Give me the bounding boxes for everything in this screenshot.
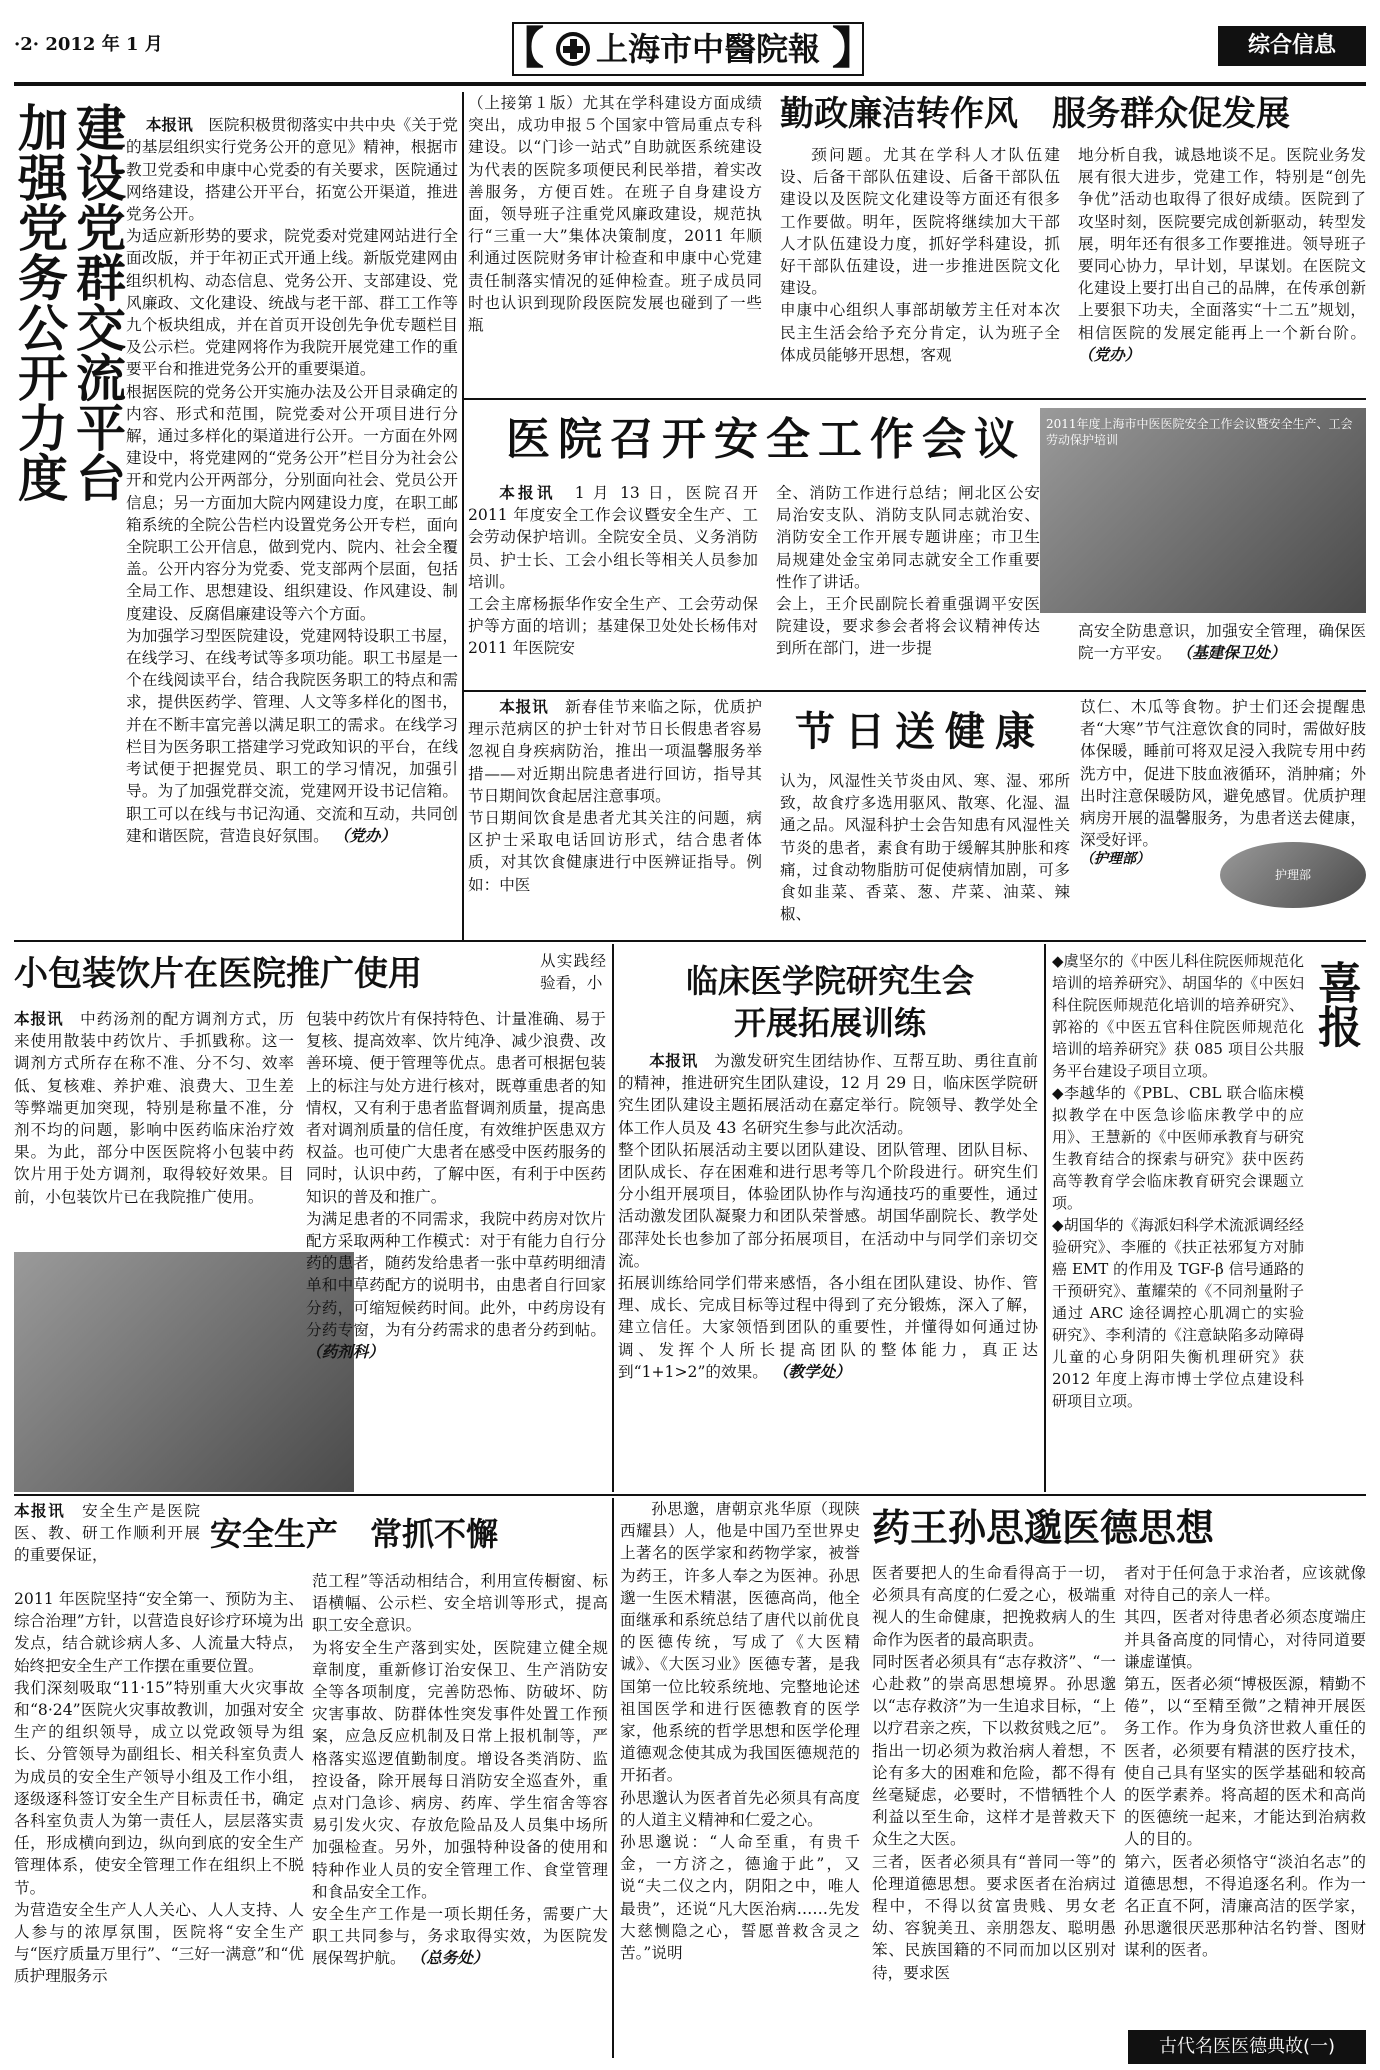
article-col: 高安全防患意识，加强安全管理，确保医院一方平安。 （基建保卫处） bbox=[1078, 622, 1366, 663]
article-col: 认为，风湿性关节炎由风、寒、湿、邪所致，故食疗多选用驱风、散寒、化湿、温通之品。风湿科护士会告知患有风湿性关节炎的患者，素食有助于缓解其肿胀和疼痛，过食动物脂肪可促使病情加剧，可多食如韭菜、香菜、葱、芹菜、油菜、辣椒、 bbox=[780, 772, 1070, 924]
article-body: 本报讯 为激发研究生团结协作、互帮互助、勇往直前的精神，推进研究生团队建设，12 月 29 日，临床医学院研究生团队建设主题拓展活动在嘉定举行。院领导、教学处全体工作人员及 43 名研究生参与此次活动。 整个团队拓展活动主要以团队建设、团队管理、团队目标、团队成长、存在困难和进行思考等几个阶段进行。研究生们分小组开展项目，体验团队协作与沟通技巧的重要性，通过活动激发团队凝聚力和团队荣誉感。胡国华副院长、教学处邵萍处长也参加了部分拓展项目，在活动中与同学们亲切交流。 拓展训练给同学们带来感悟，各小组在团队建设、协作、管理、成长、完成目标等过程中得到了充分锻炼，深入了解，建立信任。大家领悟到团队的重要性，并懂得如何通过协调、发挥个人所长提高团队的整体能力，真正达到“1+1>2”的效果。 （教学处） bbox=[618, 1051, 1038, 1381]
article-col: 2011 年医院坚持“安全第一、预防为主、综合治理”方针，以营造良好诊疗环境为出发点，结合就诊病人多、人流量大特点，始终把安全生产工作摆在重要位置。 我们深刻吸取“11·15”特别重大火灾事故和“8·24”医院火灾事故教训，加强对安全生产的组织领导，成立以党政领导为组长、分管领导为副组长、相关科室负责人为成员的安全生产领导小组及工作小组，逐级逐科签订安全生产目标责任书，确定各科室负责人为第一责任人，层层落实责任，形成横向到边，纵向到底的安全生产管理体系，使安全管理工作在组织上不脱节。 为营造安全生产人人关心、人人支持、人人参与的浓厚氛围，医院将“安全生产与“医疗质量万里行”、“三好一满意”和“优质护理服务示 bbox=[14, 1590, 304, 1986]
article-col: 本报讯 1 月 13 日，医院召开 2011 年度安全工作会议暨安全生产、工会劳动保护培训。全院安全员、义务消防员、护士长、工会小组长等相关人员参加培训。 工会主席杨振华作安全生产、工会劳动保护等方面的培训；基建保卫处处长杨伟对 2011 年医院安 bbox=[468, 483, 758, 658]
article-col: 包装中药饮片有保持特色、计量准确、易于复核、提高效率、饮片纯净、减少浪费、改善环境、便于管理等优点。患者可根据包装上的标注与处方进行核对，既尊重患者的知情权，又有利于患者监督调剂质量，提高患者对调剂质量的信任度，有效维护医患双方权益。也可使广大患者在感受中医药服务的同时，认识中药，了解中医，有利于中医药知识的普及和推广。 为满足患者的不同需求，我院中药房对饮片配方采取两种工作模式：对于有能力自行分药的患者，随药发给患者一张中草药明细清单和中草药配方的说明书，由患者自行回家分药，可缩短候药时间。此外，中药房设有分药专窗，为有分药需求的患者分药到帖。 （药剂科） bbox=[306, 1010, 606, 1362]
article-title: 建设党群交流平台 加强党务公开力度 bbox=[10, 102, 126, 502]
photo-caption: 2011年度上海市中医医院安全工作会议暨安全生产、工会劳动保护培训 bbox=[1046, 417, 1353, 447]
series-tag: 古代名医医德典故(一) bbox=[1128, 2030, 1366, 2064]
section-rule bbox=[462, 398, 1366, 400]
article-body: ◆虞坚尔的《中医儿科住院医师规范化培训的培养研究》、胡国华的《中医妇科住院医师规范化培训的培养研究》、郭裕的《中医五官科住院医师规范化培训的培养研究》获 085 项目公共服务平台建设子项目立项。 ◆李越华的《PBL、CBL 联合临床模拟教学在中医急诊临床教学中的应用》、王慧新的《中医师承教育与研究生教育结合的探索与研究》获中医药高等教育学会临床教育研究会课题立项。 ◆胡国华的《海派妇科学术流派调经经验研究》、李雁的《扶正祛邪复方对肺癌 EMT 的作用及 TGF-β 信号通路的干预研究》、董耀荣的《不同剂量附子通过 ARC 途径调控心肌凋亡的实验研究》、李利清的《注意缺陷多动障碍儿童的心身阴阳失衡机理研究》获 2012 年度上海市博士学位点建设科研项目立项。 bbox=[1052, 952, 1304, 1410]
section-rule bbox=[14, 1494, 1366, 1496]
article-col bbox=[1080, 848, 1218, 938]
article-title: 节日送健康 bbox=[795, 709, 1045, 755]
article-title: 勤政廉洁转作风 服务群众促发展 bbox=[780, 94, 1290, 134]
article-col: 苡仁、木瓜等食物。护士们还会提醒患者“大寒”节气注意饮食的同时，需做好肢体保暖，睡前可将双足浸入我院专用中药洗方中，促进下肢血液循环，消肿痛；外出时注意保暖防风，避免感冒。优质护理病房开展的温馨服务，为患者送去健康，深受好评。 bbox=[1080, 698, 1366, 850]
article-title: 喜报 bbox=[1310, 960, 1361, 1048]
masthead bbox=[500, 22, 876, 76]
article-col: 本报讯 中药汤剂的配方调剂方式，历来使用散装中药饮片、手抓戥称。这一调剂方式所存在称不准、分不匀、效率低、复核难、养护难、浪费大、卫生差等弊端更加突现，特别是称量不准，分剂不均的问题，影响中医药临床治疗效果。为此，部分中医医院将小包装中药饮片用于处方调剂，取得较好效果。目前，小包装饮片已在我院推广使用。 bbox=[14, 1009, 294, 1206]
article-col: 全、消防工作进行总结；闸北区公安局治安支队、消防支队同志就治安、消防安全工作开展专题讲座；市卫生局规建处金宝弟同志就安全工作重要性作了讲话。 会上，王介民副院长着重强调平安医院建设，要求参会者将会议精神传达到所在部门，进一步提 bbox=[776, 484, 1040, 658]
article-col: （上接第１版）尤其在学科建设方面成绩突出，成功申报５个国家中管局重点专科建设。以“门诊一站式”自助就医系统建设为代表的医院多项便民利民举措，着实改善服务，方便百姓。在班子自身建设方面，领导班子注重党风廉政建设，规范执行“三重一大”集体决策制度，2011 年顺利通过医院财务审计检查和申康中心党建责任制落实情况的延伸检查。班子成员同时也认识到现阶段医院发展也碰到了一些瓶 bbox=[468, 94, 762, 335]
section-rule bbox=[14, 940, 1366, 942]
page-date: ·2· 2012 年 1 月 bbox=[14, 34, 163, 55]
article-title: 小包装饮片在医院推广使用 bbox=[14, 954, 422, 994]
article-title: 临床医学院研究生会 开展拓展训练 bbox=[685, 962, 974, 1042]
column-rule bbox=[612, 944, 614, 1492]
signature: （护理部） bbox=[1080, 851, 1150, 867]
hospital-logo-icon bbox=[556, 32, 590, 66]
article-col: 地分析自我，诚恳地谈不足。医院业务发展有很大进步，党建工作，特别是“创先争优”活动也取得了很好成绩。医院到了攻坚时刻，医院要完成创新驱动，转型发展，明年还有很多工作要推进。领导班子要同心协力，早计划，早谋划。在医院文化建设上要打出自己的品牌，在传承创新上要狠下功夫，全面落实“十二五”规划，相信医院的发展定能再上一个新台阶。 （党办） bbox=[1078, 146, 1366, 364]
article-title: 安全生产 常抓不懈 bbox=[210, 1515, 499, 1553]
left-bracket: 【 bbox=[500, 23, 544, 74]
header-divider bbox=[14, 82, 1366, 86]
article-col: 孙思邈，唐朝京兆华原（现陕西耀县）人，他是中国乃至世界史上著名的医学家和药物学家，被誉为药王，许多人奉之为医神。孙思邈一生医术精湛，医德高尚，他全面继承和系统总结了唐代以前优良的医德传统，写成了《大医精诚》、《大医习业》医德专著，是我国第一位比较系统地、完整地论述祖国医学和进行医德教育的医学家，他系统的哲学思想和医学伦理道德观念使其成为我国医德规范的开拓者。 孙思邈认为医者首先必须具有高度的人道主义精神和仁爱之心。 孙思邈说：“人命至重，有贵千金，一方济之，德逾于此”，又说“夫二仪之内，阴阳之中，唯人最贵”，还说“凡大医治病……先发大慈恻隐之心，誓愿普救含灵之苦。”说明 bbox=[620, 1500, 860, 1963]
article-col: 者对于任何急于求治者，应该就像对待自己的亲人一样。 其四，医者对待患者必须态度端庄并具备高度的同情心，对待同道要谦虚谨慎。 第五，医者必须“博极医源，精勤不倦”，以“至精至微”之精神开展医务工作。作为身负济世救人重任的医者，必须要有精湛的医疗技术，使自己具有坚实的医学基础和较高的医学素养。将高超的医术和高尚的医德统一起来，才能达到治病救人的目的。 第六，医者必须恪守“淡泊名志”的道德思想，不得追逐名利。作为一名正直不阿，清廉高洁的医学家，孙思邈很厌恶那种沽名钓誉、图财谋利的医者。 bbox=[1124, 1564, 1366, 1960]
article-col: 颈问题。尤其在学科人才队伍建设、后备干部队伍建设、后备干部队伍建设以及医院文化建设等方面还有很多工作要做。明年，医院将继续加大干部人才队伍建设力度，抓好学科建设，抓好干部队伍建设，进一步推进医院文化建设。 申康中心组织人事部胡敏芳主任对本次民主生活会给予充分肯定，认为班子全体成员能够开思想，客观 bbox=[780, 146, 1060, 364]
article-title: 药王孙思邈医德思想 bbox=[872, 1506, 1215, 1550]
lead-tag: 本报讯 bbox=[145, 115, 193, 135]
column-rule bbox=[462, 92, 464, 940]
right-bracket: 】 bbox=[832, 23, 876, 74]
paper-name: 上海市中醫院報 bbox=[595, 30, 820, 68]
article-col: 本报讯 安全生产是医院医、教、研工作顺利开展的重要保证， bbox=[14, 1501, 200, 1565]
article-title: 医院召开安全工作会议 bbox=[506, 414, 1026, 465]
article-intro: 从实践经验看，小 bbox=[540, 952, 606, 993]
column-rule bbox=[1044, 944, 1046, 1492]
section-tag: 综合信息 bbox=[1218, 26, 1366, 66]
article-col: 本报讯 新春佳节来临之际，优质护理示范病区的护士针对节日长假患者容易忽视自身疾病防治，推出一项温馨服务举措——对近期出院患者进行回访，指导其节日期间饮食起居注意事项。 节日期间饮食是患者尤其关注的问题，病区护士采取电话回访形式，结合患者体质，对其饮食健康进行中医辨证指导。例如：中医 bbox=[468, 697, 762, 894]
pharmacy-photo bbox=[14, 1252, 354, 1492]
signature: （药剂科） bbox=[306, 1342, 384, 1362]
section-rule bbox=[462, 690, 1366, 692]
meeting-photo bbox=[1040, 408, 1366, 613]
column-rule bbox=[612, 1498, 614, 2058]
signature: （基建保卫处） bbox=[1176, 643, 1286, 663]
signature: （党办） bbox=[333, 825, 397, 845]
signature: （总务处） bbox=[410, 1948, 489, 1968]
signature: （党办） bbox=[1078, 344, 1141, 364]
article-col: 医者要把人的生命看得高于一切，必须具有高度的仁爱之心，极端重视人的生命健康，把挽救病人的生命作为医者的最高职责。 同时医者必须具有“志存救济”、“一心赴救”的崇高思想境界。孙思邈以“志存救济”为一生追求目标，“上以疗君亲之疾，下以救贫贱之厄”。指出一切必须为救治病人着想，不论有多大的困难和危险，都不得有丝毫疑虑，必要时，不惜牺牲个人利益以至生命，这样才是普救天下众生之大医。 三者，医者必须具有“普同一等”的伦理道德思想。要求医者在治病过程中，不得以贫富贵贱、男女老幼、容貌美丑、亲朋怨友、聪明愚笨、民族国籍的不同而加以区别对待，要求医 bbox=[872, 1564, 1116, 1982]
article-body: 本报讯 医院积极贯彻落实中共中央《关于党的基层组织实行党务公开的意见》精神，根据市教卫党委和申康中心党委的有关要求，医院通过网络建设，搭建公开平台，拓宽公开渠道，推进党务公开。 为适应新形势的要求，院党委对党建网站进行全面改版，并于年初正式开通上线。新版党建网由组织机构、动态信息、党务公开、支部建设、党风廉政、文化建设、统战与老干部、群工工作等九个板块组成，并在首页开设创先争优专题栏目及公示栏。党建网将作为我院开展党建工作的重要平台和推进党务公开的重要渠道。 根据医院的党务公开实施办法及公开目录确定的内容、形式和范围，院党委对公开项目进行分解，通过多样化的渠道进行公开。一方面在外网建设中，将党建网的“党务公开”栏目分为社会公开和党内公开两部分，分别面向社会、党员公开信息；另一方面加大院内网建设力度，在职工邮箱系统的全院公告栏内设置党务公开专栏，面向全院职工公开信息，做到党内、院内、社会全覆盖。公开内容分为党委、党支部两个层面，包括全局工作、思想建设、组织建设、作风建设、制度建设、反腐倡廉建设等六个方面。 为加强学习型医院建设，党建网特设职工书屋，在线学习、在线考试等多项功能。职工书屋是一个在线阅读平台，结合我院医务职工的特点和需求，提供医药学、管理、人文等多样化的图书，并在不断丰富完善以满足职工的需求。在线学习栏目为医务职工搭建学习党政知识的平台，在线考试便于把握党员、职工的学习情况，加强引导。为了加强党群交流，党建网开设书记信箱。职工可以在线与书记沟通、交流和互动，共同创建和谐医院，营造良好氛围。 （党办） bbox=[126, 115, 458, 845]
article-col: 范工程”等活动相结合，利用宣传橱窗、标语横幅、公示栏、安全培训等形式，提高职工安全意识。 为将安全生产落到实处，医院建立健全规章制度，重新修订治安保卫、生产消防安全等各项制度，完善防恐怖、防破坏、防灾害事故、防群体性突发事件处置工作预案，应急反应机制及日常上报机制等，严格落实巡逻值勤制度。增设各类消防、监控设备，除开展每日消防安全巡查外，重点对门急诊、病房、药库、学生宿舍等容易引发火灾、存放危险品及人员集中场所加强检查。另外，加强特种设备的使用和特种作业人员的安全管理工作、食堂管理和食品安全工作。 安全生产工作是一项长期任务，需要广大职工共同参与，务求取得实效，为医院发展保驾护航。 （总务处） bbox=[312, 1572, 608, 1968]
nursing-photo: 护理部 bbox=[1220, 842, 1366, 908]
article-party-affairs bbox=[10, 92, 458, 940]
signature: （教学处） bbox=[772, 1361, 851, 1381]
